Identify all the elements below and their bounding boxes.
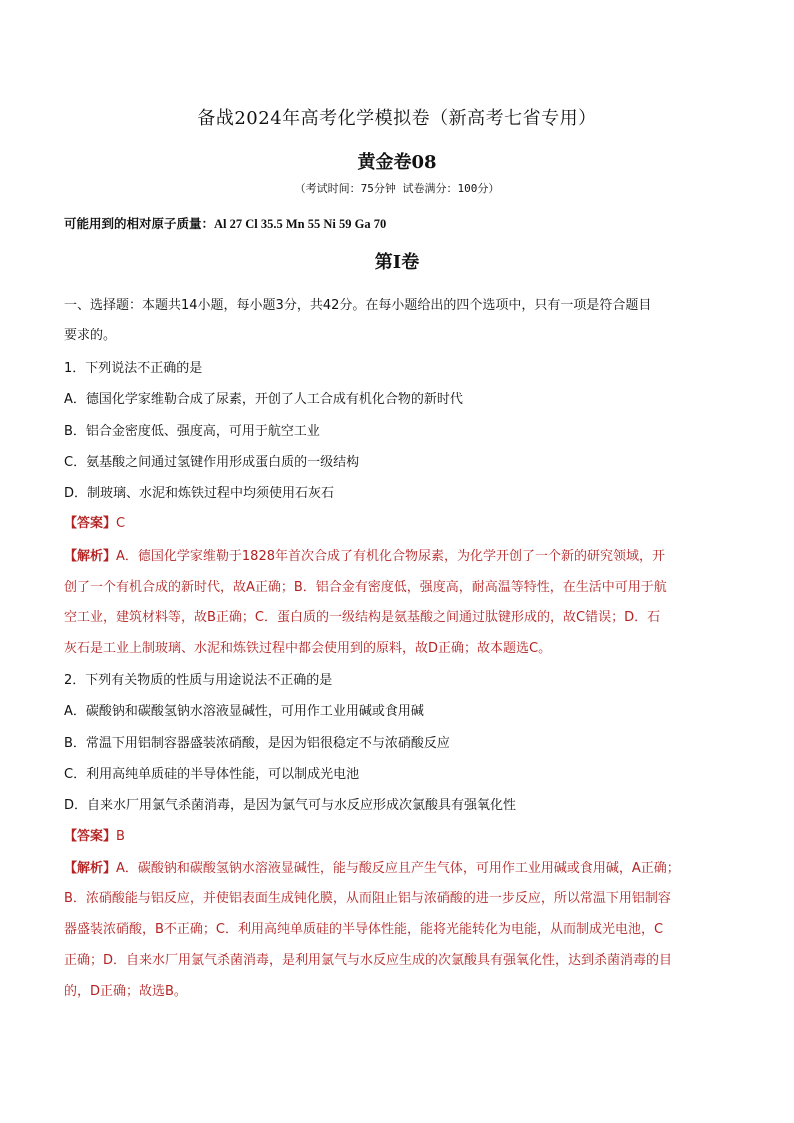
question-2-option-b: B．常温下用铝制容器盛装浓硝酸，是因为铝很稳定不与浓硝酸反应 bbox=[64, 736, 450, 751]
question-1-option-d: D．制玻璃、水泥和炼铁过程中均须使用石灰石 bbox=[64, 486, 335, 501]
question-2-analysis-line-4: 正确；D．自来水厂用氯气杀菌消毒，是利用氯气与水反应生成的次氯酸具有强氧化性，达到杀菌消毒的目 bbox=[64, 953, 673, 968]
exam-subtitle: 黄金卷08 bbox=[357, 152, 437, 173]
question-2-option-a: A．碳酸钠和碳酸氢钠水溶液显碱性，可用作工业用碱或食用碱 bbox=[64, 704, 424, 719]
question-1-analysis-line-1 bbox=[64, 545, 665, 564]
answer-value: C bbox=[116, 516, 126, 531]
answer-value: B bbox=[116, 829, 125, 844]
analysis-text: A．碳酸钠和碳酸氢钠水溶液显碱性，能与酸反应且产生气体，可用作工业用碱或食用碱，A正确； bbox=[116, 861, 680, 876]
question-1-option-a: A．德国化学家维勒合成了尿素，开创了人工合成有机化合物的新时代 bbox=[64, 392, 463, 407]
exam-title: 备战2024年高考化学模拟卷（新高考七省专用） bbox=[197, 108, 597, 129]
question-2-analysis-line-3: 器盛装浓硝酸，B不正确；C．利用高纯单质硅的半导体性能，能将光能转化为电能，从而制成光电池，C bbox=[64, 922, 664, 937]
section-title: 第I卷 bbox=[374, 252, 420, 273]
question-1-option-b: B．铝合金密度低、强度高，可用于航空工业 bbox=[64, 424, 320, 439]
question-2-option-d: D．自来水厂用氯气杀菌消毒，是因为氯气可与水反应形成次氯酸具有强氧化性 bbox=[64, 798, 517, 813]
question-1-analysis-line-3: 空工业，建筑材料等，故B正确；C．蛋白质的一级结构是氨基酸之间通过肽键形成的，故C错误；D．石 bbox=[64, 610, 661, 625]
answer-label: 【答案】 bbox=[64, 829, 117, 844]
analysis-label: 【解析】 bbox=[64, 861, 117, 876]
exam-meta: （考试时间：75分钟 试卷满分：100分） bbox=[294, 182, 500, 195]
analysis-label: 【解析】 bbox=[64, 549, 117, 564]
question-2-option-c: C．利用高纯单质硅的半导体性能，可以制成光电池 bbox=[64, 767, 360, 782]
analysis-text: A．德国化学家维勒于1828年首次合成了有机化合物尿素，为化学开创了一个新的研究领域，开 bbox=[116, 549, 665, 564]
question-1-stem: 1．下列说法不正确的是 bbox=[64, 361, 203, 376]
question-2-analysis-line-5: 的，D正确；故选B。 bbox=[64, 984, 187, 999]
answer-label: 【答案】 bbox=[64, 516, 117, 531]
instructions-line-2: 要求的。 bbox=[64, 328, 117, 343]
question-1-analysis-line-4: 灰石是工业上制玻璃、水泥和炼铁过程中都会使用到的原料，故D正确；故本题选C。 bbox=[64, 641, 552, 656]
question-1-analysis-line-2: 创了一个有机合成的新时代，故A正确；B．铝合金有密度低，强度高，耐高温等特性，在生活中可用于航 bbox=[64, 580, 667, 595]
question-1-option-c: C．氨基酸之间通过氢键作用形成蛋白质的一级结构 bbox=[64, 455, 360, 470]
question-1-answer bbox=[64, 512, 125, 531]
question-2-answer bbox=[64, 825, 125, 844]
question-2-analysis-line-1 bbox=[64, 857, 680, 876]
question-2-analysis-line-2: B．浓硝酸能与铝反应，并使铝表面生成钝化膜，从而阻止铝与浓硝酸的进一步反应，所以常温下用铝制容 bbox=[64, 891, 671, 906]
atomic-masses: 可能用到的相对原子质量：Al 27 Cl 35.5 Mn 55 Ni 59 Ga 70 bbox=[64, 217, 387, 231]
question-2-stem: 2．下列有关物质的性质与用途说法不正确的是 bbox=[64, 673, 333, 688]
instructions-line-1: 一、选择题：本题共14小题，每小题3分，共42分。在每小题给出的四个选项中，只有一项是符合题目 bbox=[64, 298, 652, 313]
